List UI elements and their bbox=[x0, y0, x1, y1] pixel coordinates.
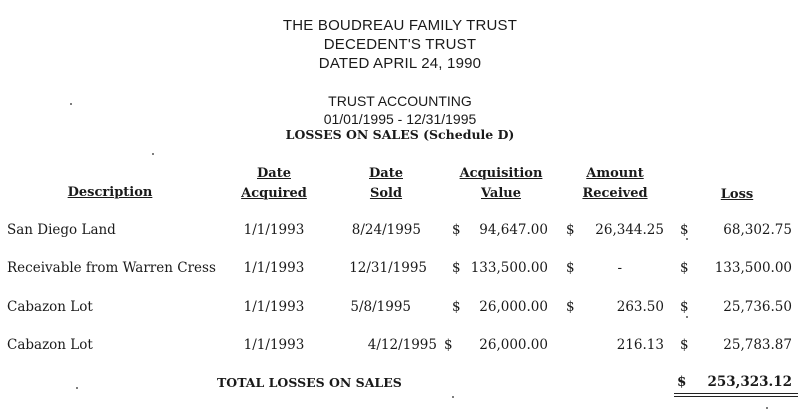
accounting-period: 01/01/1995 - 12/31/1995 bbox=[323, 111, 477, 127]
column-header-date-acquired: Date Acquired bbox=[241, 166, 307, 201]
total-double-underline-bottom bbox=[674, 396, 798, 397]
trust-date-line: DATED APRIL 24, 1990 bbox=[318, 55, 482, 72]
total-dollar-sign: $ bbox=[677, 374, 687, 390]
row-3-rec-dollar-sign: $ bbox=[566, 299, 575, 315]
row-2-date-acquired: 1/1/1993 bbox=[243, 260, 305, 276]
row-4-loss-dollar-sign: $ bbox=[680, 337, 689, 353]
row-3-acq-dollar-sign: $ bbox=[452, 299, 461, 315]
accounting-title: TRUST ACCOUNTING bbox=[328, 93, 472, 109]
column-header-date-sold: Date Sold bbox=[369, 166, 403, 201]
scan-speck bbox=[686, 238, 688, 240]
total-double-underline-top bbox=[674, 393, 798, 394]
row-1-loss-dollar-sign: $ bbox=[680, 222, 689, 238]
total-value: 253,323.12 bbox=[707, 374, 792, 390]
column-header-description: Description bbox=[67, 185, 153, 200]
row-2-acquisition-value: 133,500.00 bbox=[470, 260, 548, 276]
row-1-acquisition-value: 94,647.00 bbox=[479, 222, 548, 238]
row-2-rec-dollar-sign: $ bbox=[566, 260, 575, 276]
row-2-acq-dollar-sign: $ bbox=[452, 260, 461, 276]
row-3-loss: 25,736.50 bbox=[723, 299, 792, 315]
row-3-description: Cabazon Lot bbox=[7, 299, 93, 315]
scan-speck bbox=[152, 153, 154, 155]
row-4-date-acquired: 1/1/1993 bbox=[243, 337, 305, 353]
scan-speck bbox=[70, 103, 72, 105]
row-1-description: San Diego Land bbox=[7, 222, 116, 238]
row-4-description: Cabazon Lot bbox=[7, 337, 93, 353]
trust-name-title: THE BOUDREAU FAMILY TRUST bbox=[282, 17, 518, 34]
row-4-acq-dollar-sign: $ bbox=[444, 337, 453, 353]
column-header-loss: Loss bbox=[720, 187, 754, 202]
row-3-acquisition-value: 26,000.00 bbox=[479, 299, 548, 315]
scan-speck bbox=[686, 316, 688, 318]
row-1-date-sold: 8/24/1995 bbox=[351, 222, 421, 238]
row-2-loss: 133,500.00 bbox=[714, 260, 792, 276]
row-1-amount-received: 26,344.25 bbox=[595, 222, 664, 238]
row-2-date-sold: 12/31/1995 bbox=[349, 260, 427, 276]
row-4-loss: 25,783.87 bbox=[723, 337, 792, 353]
row-3-date-sold: 5/8/1995 bbox=[350, 299, 411, 315]
row-1-acq-dollar-sign: $ bbox=[452, 222, 461, 238]
row-3-amount-received: 263.50 bbox=[616, 299, 664, 315]
row-4-acquisition-value: 26,000.00 bbox=[479, 337, 548, 353]
row-1-loss: 68,302.75 bbox=[723, 222, 792, 238]
row-1-rec-dollar-sign: $ bbox=[566, 222, 575, 238]
row-3-date-acquired: 1/1/1993 bbox=[243, 299, 305, 315]
row-2-amount-received: - bbox=[617, 260, 622, 276]
trust-subtitle: DECEDENT'S TRUST bbox=[323, 36, 477, 53]
column-header-amount-received: Amount Received bbox=[582, 166, 648, 201]
row-2-loss-dollar-sign: $ bbox=[680, 260, 689, 276]
total-label: TOTAL LOSSES ON SALES bbox=[217, 375, 402, 390]
column-header-acquisition-value: Acquisition Value bbox=[459, 166, 543, 201]
scan-speck bbox=[452, 396, 454, 398]
scan-speck bbox=[766, 407, 768, 409]
schedule-title: LOSSES ON SALES (Schedule D) bbox=[285, 127, 515, 142]
row-4-date-sold: 4/12/1995 bbox=[367, 337, 437, 353]
scan-speck bbox=[76, 387, 78, 389]
row-3-loss-dollar-sign: $ bbox=[680, 299, 689, 315]
row-2-description: Receivable from Warren Cress bbox=[7, 260, 216, 276]
row-4-amount-received: 216.13 bbox=[616, 337, 664, 353]
row-1-date-acquired: 1/1/1993 bbox=[243, 222, 305, 238]
